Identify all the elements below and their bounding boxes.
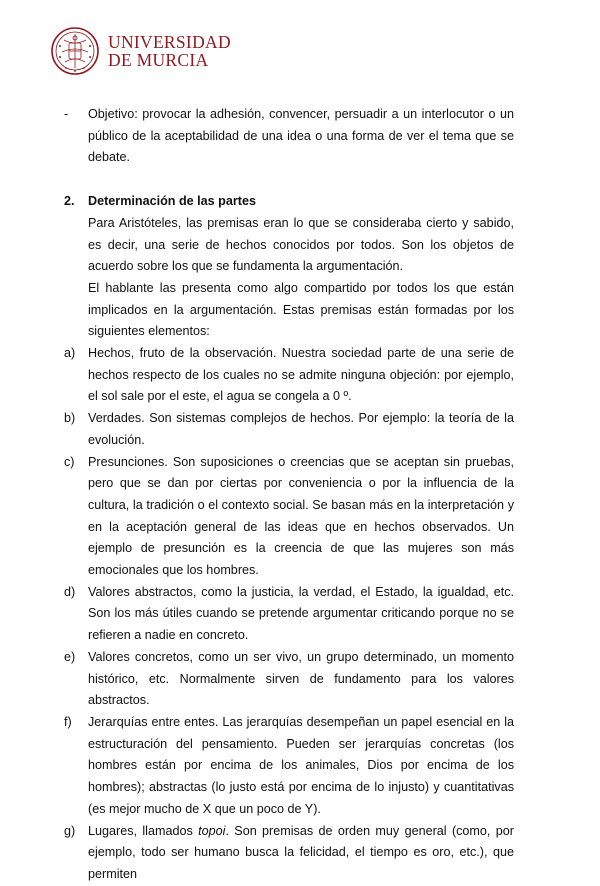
list-item-text [88, 821, 514, 886]
list-item-text: Jerarquías entre entes. Las jerarquías desempeñan un papel esencial en la estructuración del pensamiento. Pueden ser jerarquías concretas (los hombres están por encima de los animales, Dios por encima de los hombres); abstractas (lo justo está por encima de lo injusto) y cuantitativas (es mejor mucho de X que un poco de Y). [88, 714, 514, 816]
list-item [64, 452, 514, 582]
list-item [64, 343, 514, 408]
section-title: Determinación de las partes [88, 194, 256, 209]
list-item [64, 408, 514, 451]
list-item-marker: d) [64, 584, 76, 599]
university-seal-icon [50, 26, 100, 76]
list-item-text-after: . Son premisas de orden muy general (como, por ejemplo, todo ser humano busca la felicidad, el tiempo es oro, etc.), que permiten [88, 823, 514, 881]
section-paragraph-2: El hablante las presenta como algo compartido por todos los que están implicados en la argumentación. Estas premisas están formadas por los siguientes elementos: [88, 280, 514, 339]
list-item-text-before: Lugares, llamados [88, 823, 199, 838]
list-item-text: Hechos, fruto de la observación. Nuestra sociedad parte de una serie de hechos respecto de los cuales no se admite ninguna objeción: por ejemplo, el sol sale por el este, el agua se congela a 0 º. [88, 346, 514, 404]
university-name-line1: UNIVERSIDAD [108, 32, 231, 52]
list-item-text: Presunciones. Son suposiciones o creencias que se aceptan sin pruebas, pero que se dan por ciertas por conveniencia o por la influencia de la cultura, la tradición o el contexto social. Se basan más en la interpretación y en la aceptación general de las ideas que en hechos observados. Un ejemplo de presunción es la creencia de que las mujeres son más emocionales que los hombres. [88, 454, 514, 578]
list-item-marker: e) [64, 649, 76, 664]
list-item [64, 582, 514, 647]
university-name-line2: DE MURCIA [108, 50, 209, 70]
section-paragraph-1: Para Aristóteles, las premisas eran lo que se consideraba cierto y sabido, es decir, una serie de hechos conocidos por todos. Son los objetos de acuerdo sobre los que se fundamenta la argumentación. [88, 215, 514, 274]
bullet-text: Objetivo: provocar la adhesión, convencer, persuadir a un interlocutor o un público de la aceptabilidad de una idea o una forma de ver el tema que se debate. [88, 107, 514, 165]
university-header [50, 24, 231, 78]
bullet-item [64, 104, 514, 169]
list-item-text: Valores abstractos, como la justicia, la verdad, el Estado, la igualdad, etc. Son los más útiles cuando se pretende argumentar criticando porque no se refieren a nadie en concreto. [88, 584, 514, 643]
list-item-marker: f) [64, 714, 72, 729]
list-item [64, 647, 514, 712]
section-number: 2. [64, 194, 75, 209]
university-name [108, 33, 231, 69]
section-heading [64, 191, 514, 213]
list-item-marker: a) [64, 346, 76, 361]
document-body [64, 104, 514, 886]
list-item-marker: g) [64, 823, 76, 838]
list-item-g [64, 821, 514, 886]
list-item-marker: b) [64, 411, 76, 426]
list-item-marker: c) [64, 454, 75, 469]
list-item-text: Valores concretos, como un ser vivo, un grupo determinado, un momento histórico, etc. Normalmente sirven de fundamento para los valores abstractos. [88, 649, 514, 708]
list-item [64, 712, 514, 821]
list-item-text-italic: topoi [198, 823, 226, 838]
bullet-marker: - [64, 107, 69, 121]
list-item-text: Verdades. Son sistemas complejos de hechos. Por ejemplo: la teoría de la evolución. [88, 411, 514, 447]
